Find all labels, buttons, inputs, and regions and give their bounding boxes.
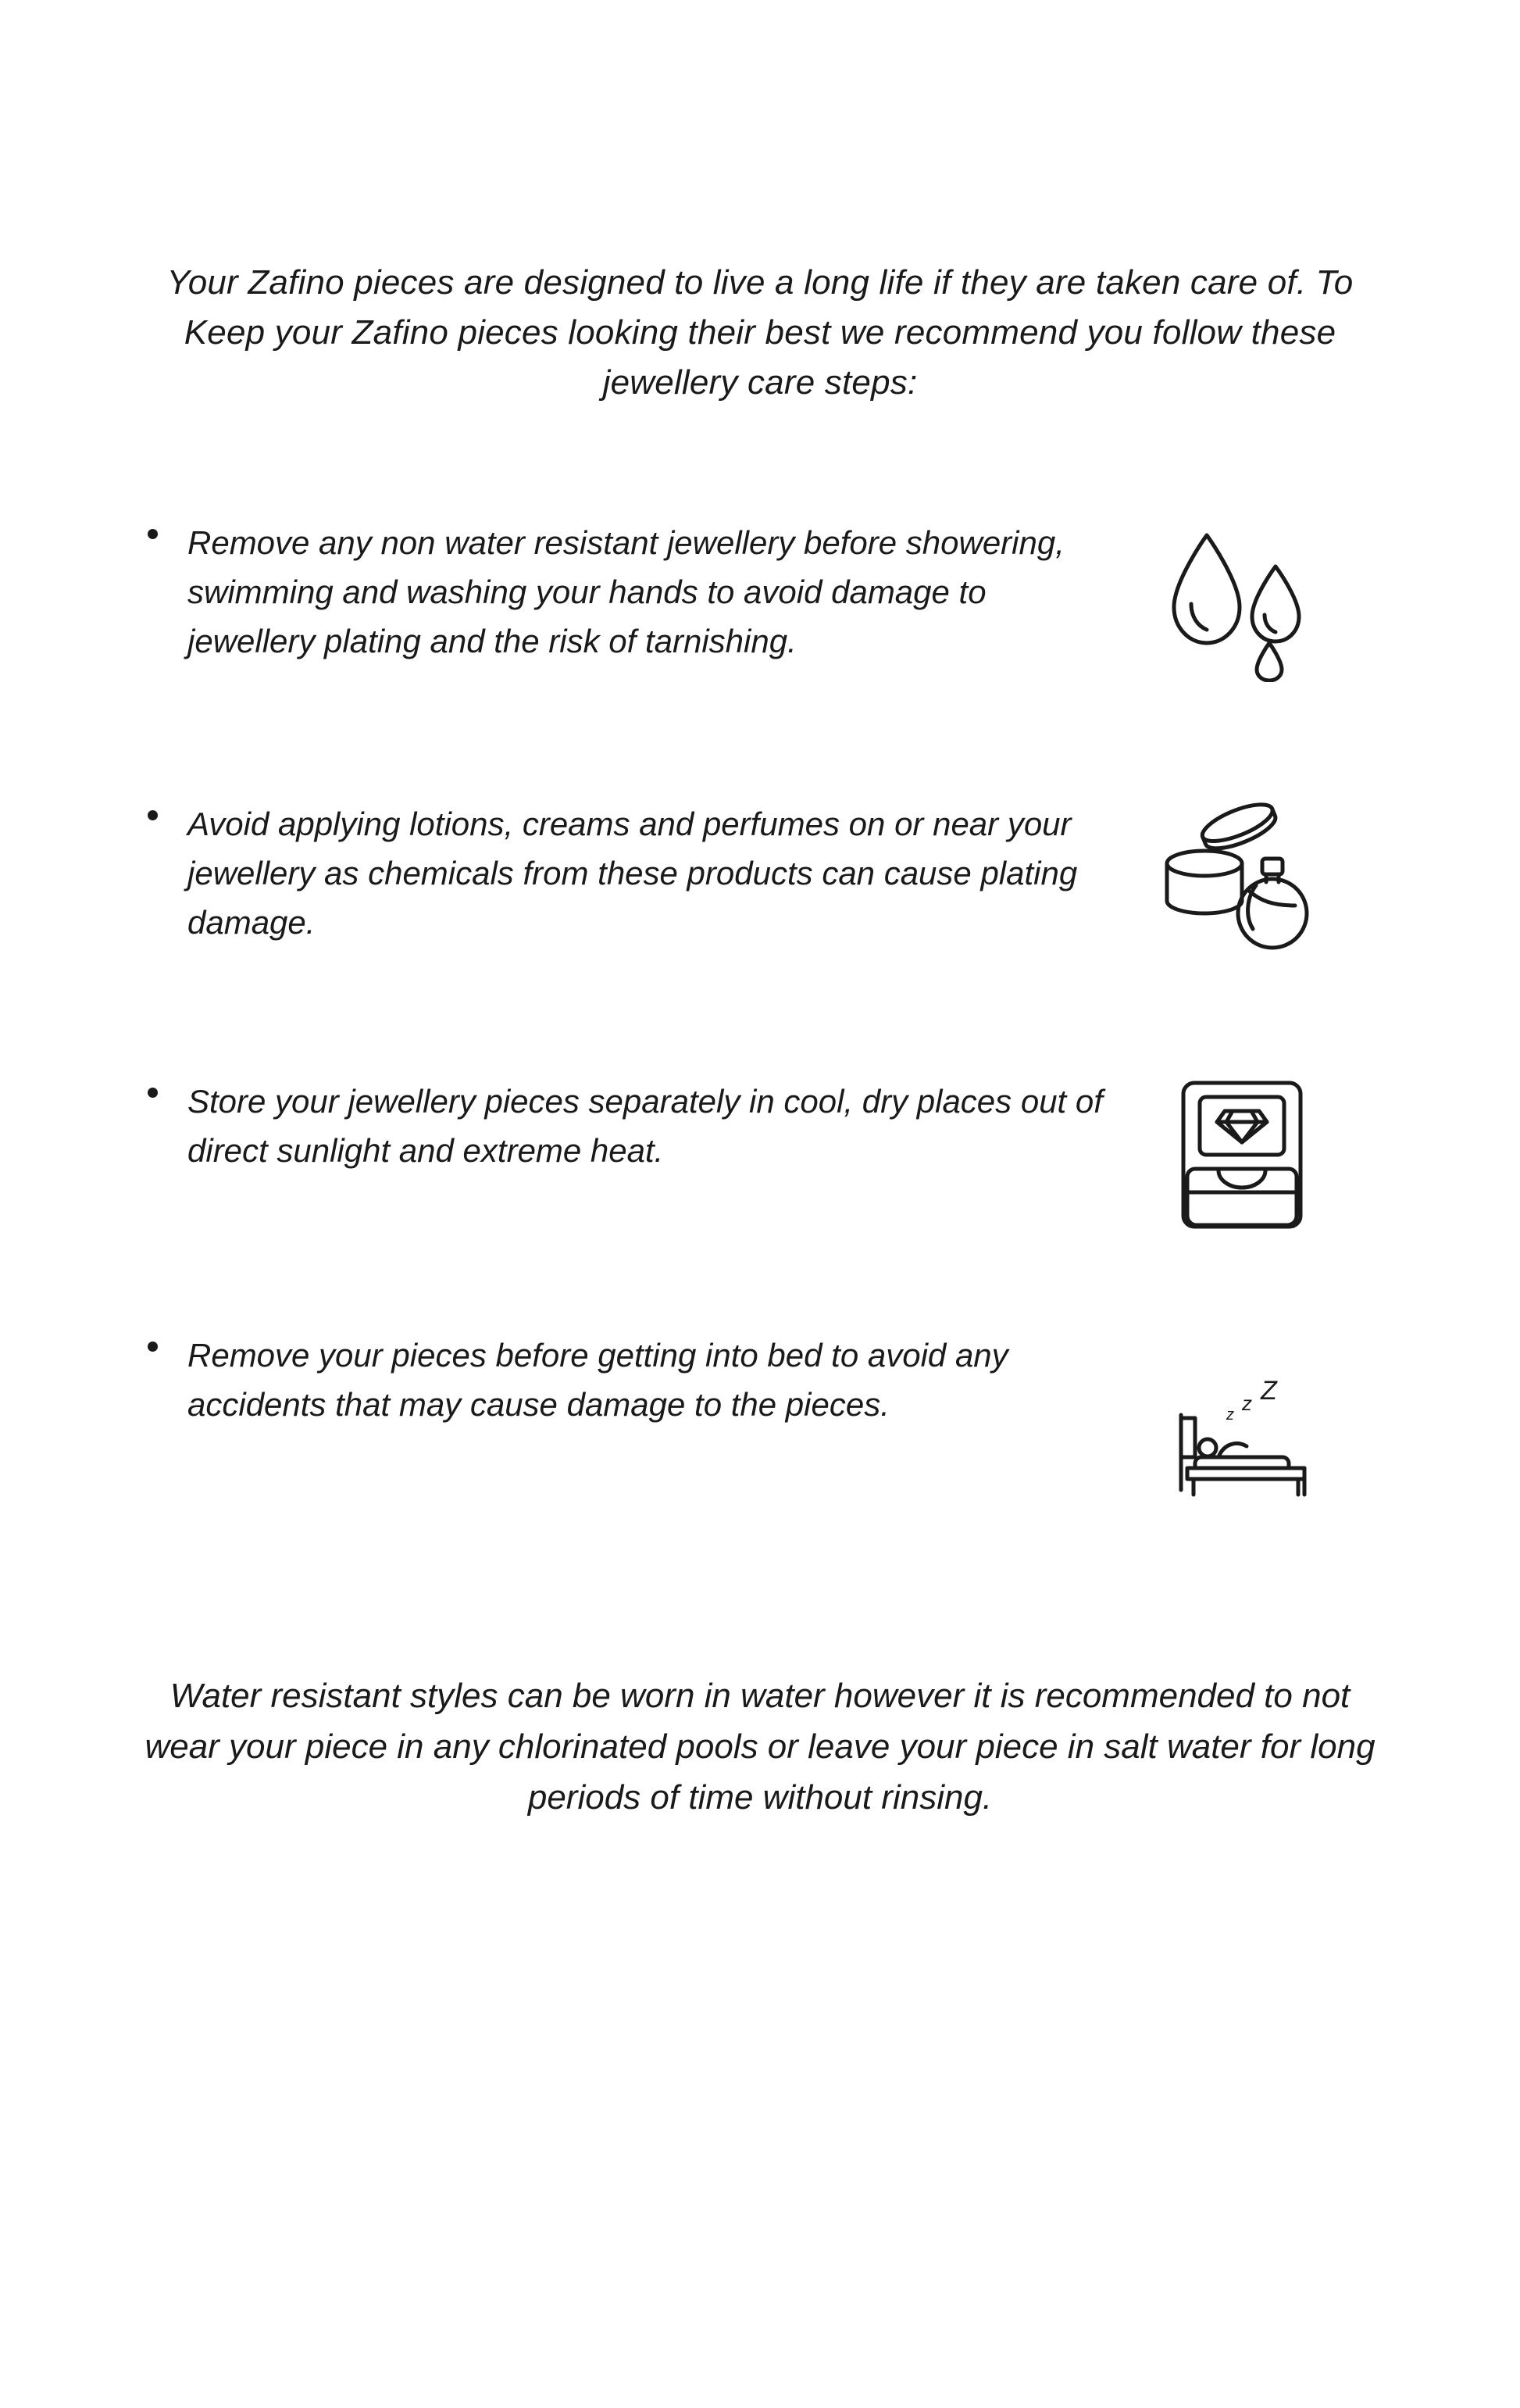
intro-paragraph: Your Zafino pieces are designed to live a long life if they are taken care of. To Keep your Zafino pieces looking their best we recommend you follow these jewellery care steps: bbox=[166, 263, 1354, 402]
svg-text:Z: Z bbox=[1261, 1375, 1277, 1406]
list-item bbox=[117, 1331, 1403, 1526]
svg-text:z: z bbox=[1242, 1391, 1252, 1415]
bullet-marker bbox=[117, 1331, 187, 1352]
bullet-dot bbox=[148, 810, 158, 820]
list-item bbox=[117, 518, 1403, 745]
bed-sleep-icon bbox=[1140, 1331, 1343, 1510]
cream-jar-and-perfume-bottle-icon bbox=[1140, 799, 1343, 956]
svg-text:z: z bbox=[1226, 1406, 1234, 1424]
bullet-marker bbox=[117, 1077, 187, 1098]
care-steps-list bbox=[117, 518, 1403, 1526]
care-step-text: Remove any non water resistant jewellery before showering, swimming and washing your hands to avoid damage to jewellery plating and the risk of tarnishing. bbox=[187, 523, 1065, 659]
bullet-dot bbox=[148, 1088, 158, 1098]
list-item bbox=[117, 799, 1403, 1002]
ring-box-icon bbox=[1140, 1077, 1343, 1233]
jewellery-care-page bbox=[0, 258, 1520, 2408]
care-step-text: Store your jewellery pieces separately in cool, dry places out of direct sunlight and extreme heat. bbox=[187, 1082, 1103, 1169]
bullet-dot bbox=[148, 529, 158, 539]
care-step-text: Remove your pieces before getting into bed to avoid any accidents that may cause damage to the pieces. bbox=[187, 1336, 1008, 1423]
bullet-marker bbox=[117, 799, 187, 820]
footer-note: Water resistant styles can be worn in water however it is recommended to not wear your piece in any chlorinated pools or leave your piece in salt water for long periods of time without rinsing. bbox=[145, 1676, 1375, 1817]
bullet-marker bbox=[117, 518, 187, 539]
bullet-dot bbox=[148, 1342, 158, 1352]
care-step-text: Avoid applying lotions, creams and perfumes on or near your jewellery as chemicals from these products can cause plating damage. bbox=[187, 805, 1078, 941]
water-droplets-icon bbox=[1140, 518, 1343, 682]
list-item bbox=[117, 1077, 1403, 1256]
